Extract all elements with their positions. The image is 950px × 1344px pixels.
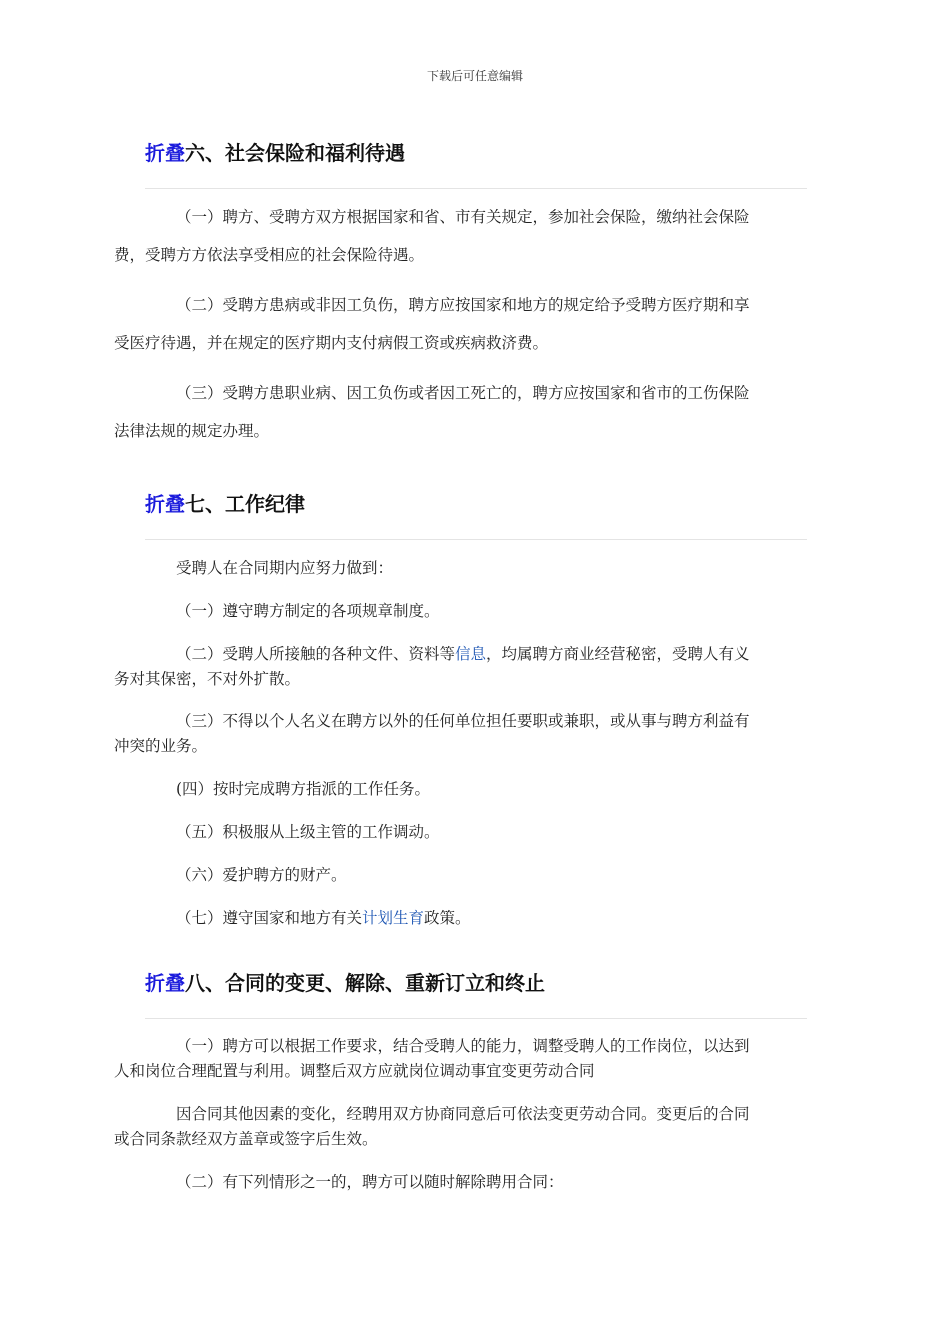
paragraph: （一）聘方可以根据工作要求，结合受聘人的能力，调整受聘人的工作岗位，以达到 人和岗位合理配置与利用。调整后双方应就岗位调动事宜变更劳动合同 — [114, 1037, 750, 1080]
paragraph: （一）聘方、受聘方双方根据国家和省、市有关规定，参加社会保险，缴纳社会保险 费，受聘方方依法享受相应的社会保险待遇。 — [114, 208, 750, 264]
paragraph: （二）受聘方患病或非因工负伤，聘方应按国家和地方的规定给予受聘方医疗期和享 受医疗待遇，并在规定的医疗期内支付病假工资或疾病救济费。 — [114, 296, 750, 352]
paragraph: (四）按时完成聘方指派的工作任务。 — [176, 780, 431, 798]
section-title-8: 折叠八、合同的变更、解除、重新订立和终止 — [145, 971, 545, 995]
fold-toggle[interactable]: 折叠 — [145, 971, 185, 995]
section-title-6: 折叠六、社会保险和福利待遇 — [145, 141, 405, 165]
paragraph: （七）遵守国家和地方有关计划生育政策。 — [176, 909, 471, 927]
section-divider — [145, 188, 807, 189]
section-divider — [145, 539, 807, 540]
link-info[interactable]: 信息 — [455, 645, 487, 663]
link-family-planning[interactable]: 计划生育 — [362, 909, 425, 927]
fold-toggle[interactable]: 折叠 — [145, 141, 185, 165]
page-header: 下载后可任意编辑 — [426, 69, 523, 83]
paragraph: （三）受聘方患职业病、因工负伤或者因工死亡的，聘方应按国家和省市的工伤保险 法律法规的规定办理。 — [114, 384, 750, 440]
paragraph: （三）不得以个人名义在聘方以外的任何单位担任要职或兼职，或从事与聘方利益有 冲突的业务。 — [114, 712, 750, 755]
section-title-7: 折叠七、工作纪律 — [145, 492, 305, 516]
paragraph: （一）遵守聘方制定的各项规章制度。 — [176, 602, 440, 620]
section-divider — [145, 1018, 807, 1019]
paragraph: （六）爱护聘方的财产。 — [176, 866, 347, 884]
paragraph: （二）有下列情形之一的，聘方可以随时解除聘用合同： — [176, 1173, 564, 1191]
paragraph: （五）积极服从上级主管的工作调动。 — [176, 823, 440, 841]
paragraph: 因合同其他因素的变化，经聘用双方协商同意后可依法变更劳动合同。变更后的合同 或合同条款经双方盖章或签字后生效。 — [114, 1105, 750, 1148]
paragraph: 受聘人在合同期内应努力做到： — [176, 559, 394, 577]
paragraph: （二）受聘人所接触的各种文件、资料等信息，均属聘方商业经营秘密，受聘人有义 务对其保密，不对外扩散。 — [114, 645, 750, 688]
fold-toggle[interactable]: 折叠 — [145, 492, 185, 516]
